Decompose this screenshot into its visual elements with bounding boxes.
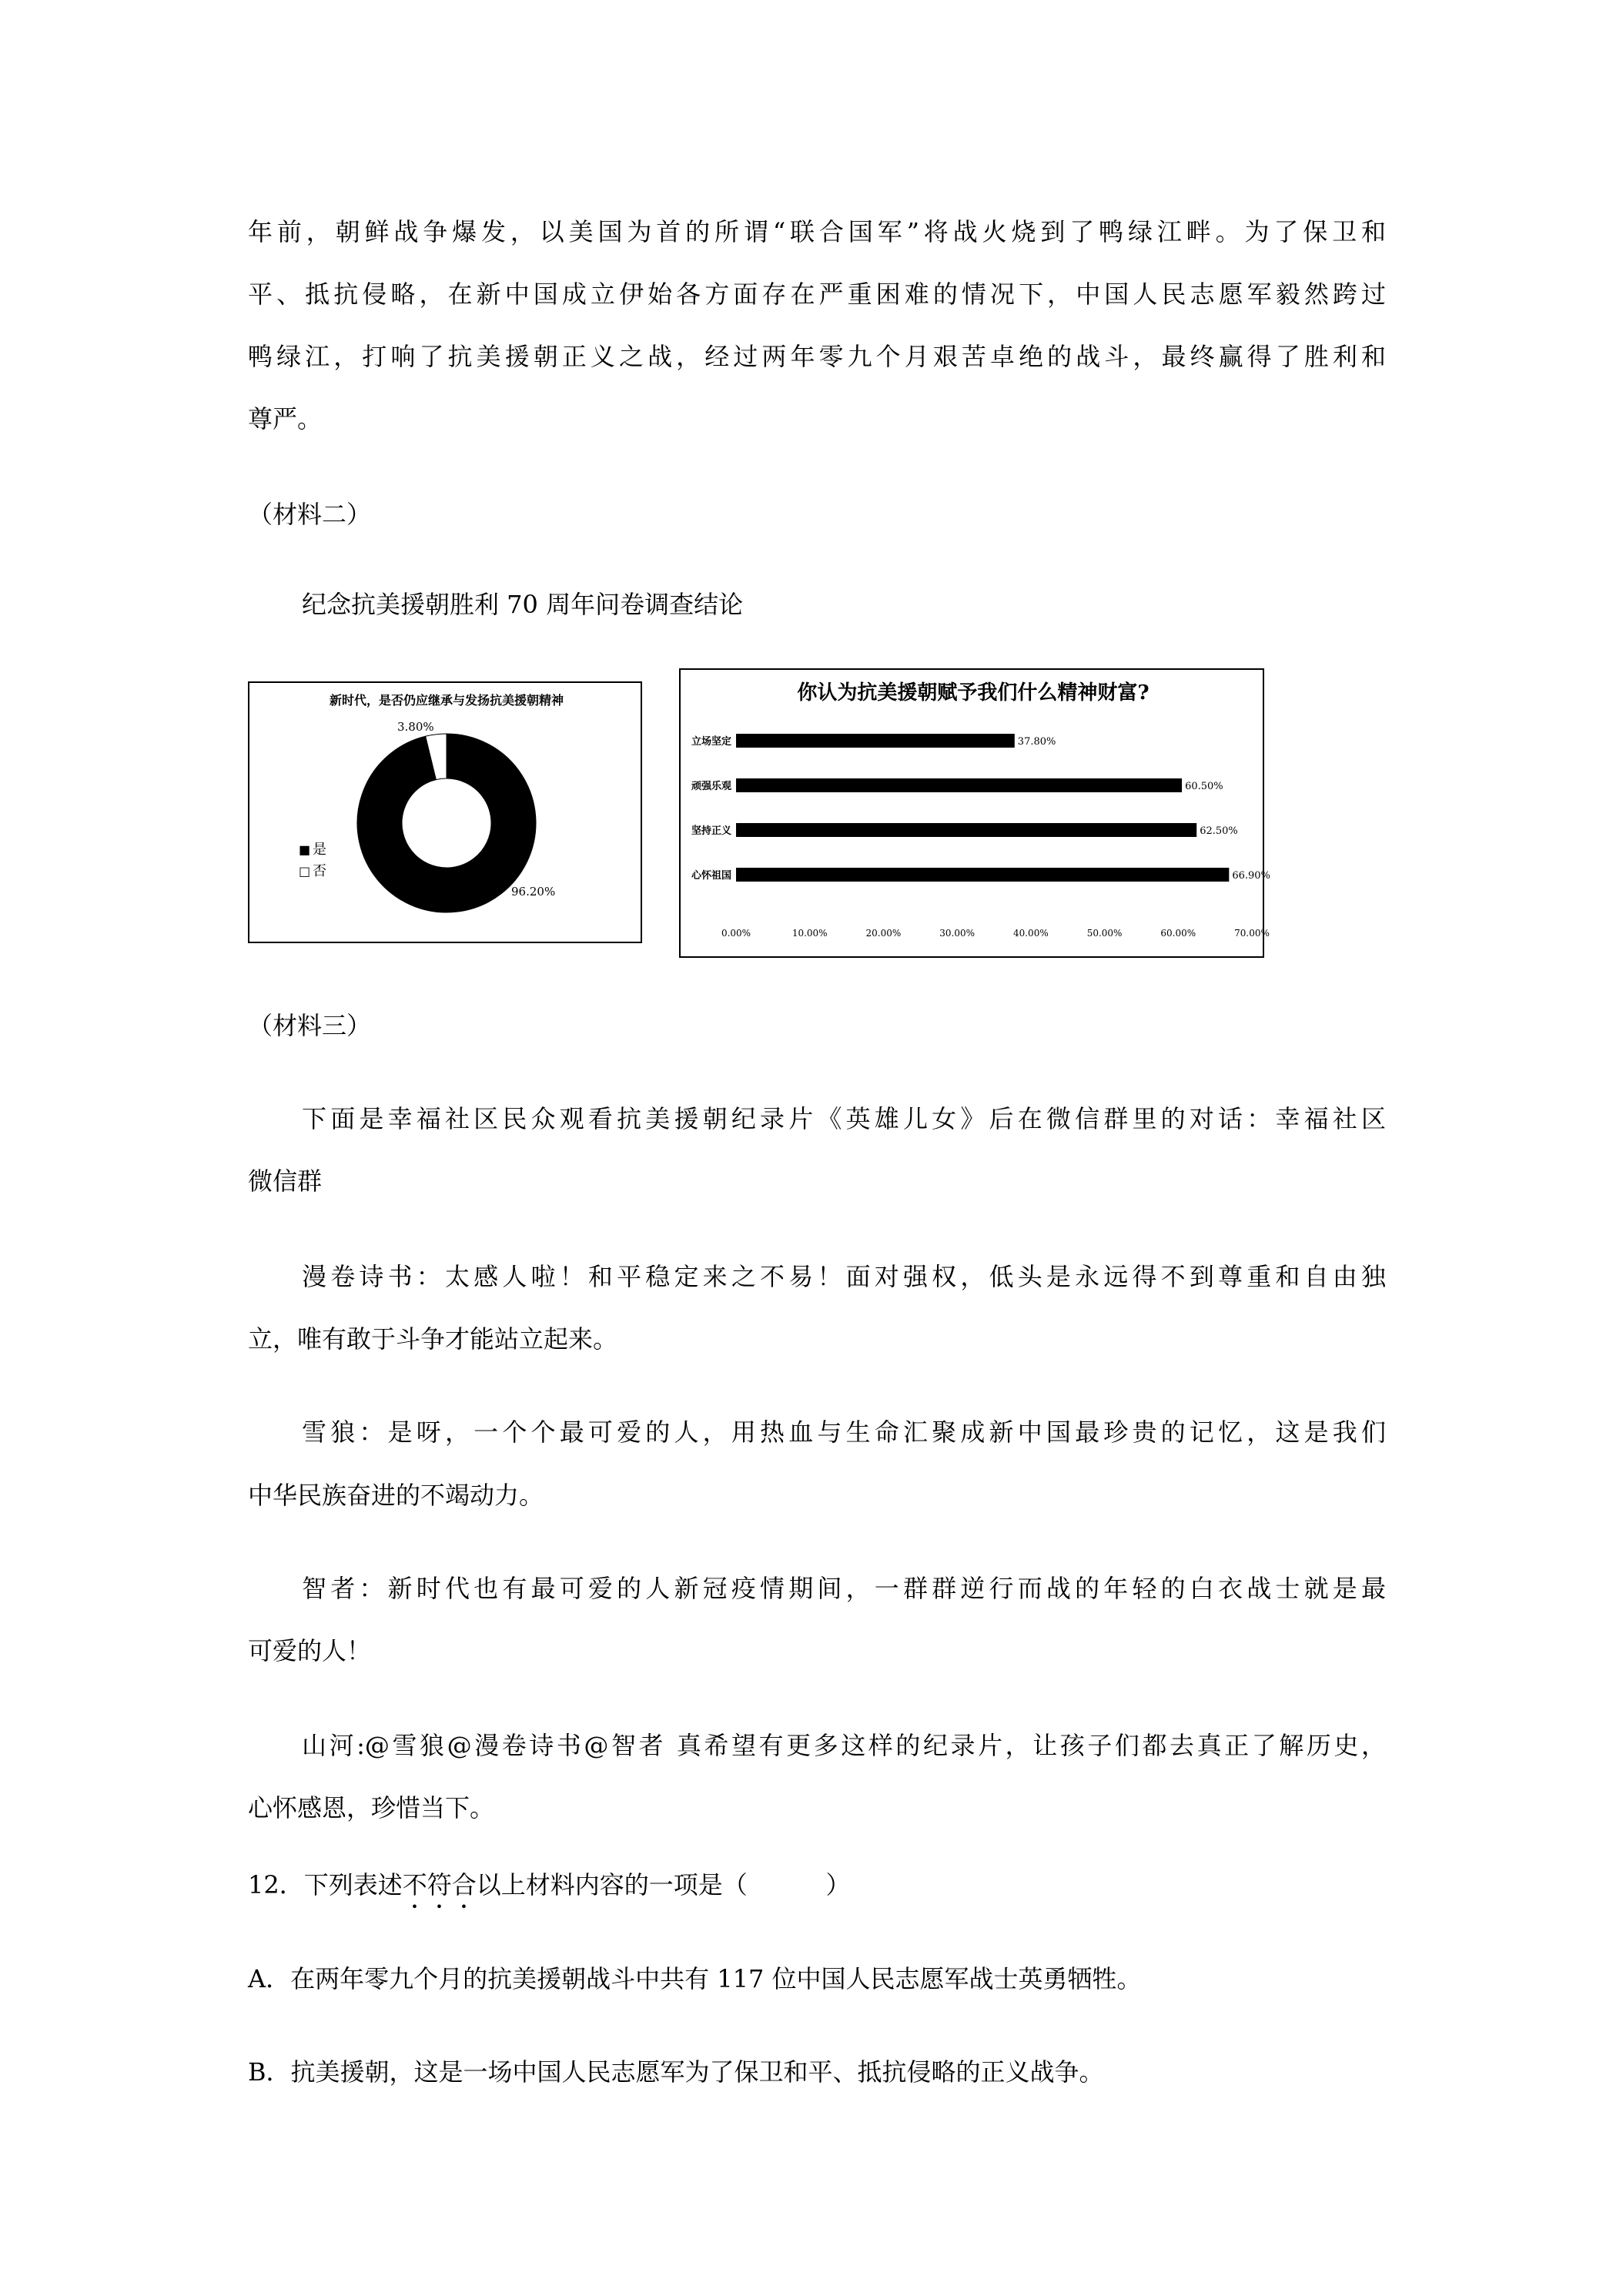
x-tick-label: 70.00% xyxy=(1234,928,1270,939)
pie-label-no: 3.80% xyxy=(397,720,434,734)
chat-line: 中华民族奋进的不竭动力。 xyxy=(248,1481,544,1510)
bar-category-label: 立场坚定 xyxy=(691,736,731,748)
question-emphasis: 不符合 xyxy=(402,1870,477,1899)
x-tick-label: 40.00% xyxy=(1012,928,1049,939)
bar-value-label: 37.80% xyxy=(1017,736,1056,748)
x-tick-label: 0.00% xyxy=(721,928,751,939)
paragraph-line: 微信群 xyxy=(248,1166,323,1196)
bar-value-label: 62.50% xyxy=(1200,825,1238,837)
material-label: （材料三） xyxy=(248,1011,372,1040)
bar-chart-svg xyxy=(681,670,1270,959)
paragraph-line: 鸭绿江，打响了抗美援朝正义之战，经过两年零九个月艰苦卓绝的战斗，最终赢得了胜利和 xyxy=(248,342,1386,371)
chat-line: 山河:@雪狼@漫卷诗书@智者 真希望有更多这样的纪录片，让孩子们都去真正了解历史， xyxy=(302,1731,1386,1760)
question-prefix: 12．下列表述 xyxy=(248,1870,403,1899)
paragraph-line: 尊严。 xyxy=(248,404,323,433)
chat-line: 心怀感恩，珍惜当下。 xyxy=(248,1793,495,1822)
bar-category-label: 心怀祖国 xyxy=(691,870,731,882)
pie-chart xyxy=(248,681,642,943)
bar xyxy=(736,778,1182,792)
bar-chart xyxy=(679,668,1270,958)
chat-line: 智者：新时代也有最可爱的人新冠疫情期间，一群群逆行而战的年轻的白衣战士就是最 xyxy=(302,1574,1386,1603)
pie-legend-yes: 是 xyxy=(313,842,326,858)
survey-heading: 纪念抗美援朝胜利 70 周年问卷调查结论 xyxy=(302,590,744,619)
x-tick-label: 10.00% xyxy=(791,928,828,939)
chat-line: 立，唯有敢于斗争才能站立起来。 xyxy=(248,1324,618,1354)
pie-slice-yes xyxy=(357,734,536,912)
pie-label-yes: 96.20% xyxy=(511,885,556,899)
material-label: （材料二） xyxy=(248,500,372,529)
bar xyxy=(736,823,1196,837)
bar-category-label: 顽强乐观 xyxy=(691,781,731,792)
bar-category-label: 坚持正义 xyxy=(691,825,731,837)
paragraph-line: 下面是幸福社区民众观看抗美援朝纪录片《英雄儿女》后在微信群里的对话：幸福社区 xyxy=(302,1104,1386,1133)
x-tick-label: 50.00% xyxy=(1086,928,1123,939)
paragraph-line: 年前，朝鲜战争爆发，以美国为首的所谓“联合国军”将战火烧到了鸭绿江畔。为了保卫和 xyxy=(248,217,1386,246)
pie-legend-marker-yes: ■ xyxy=(299,842,311,857)
option-b: B．抗美援朝，这是一场中国人民志愿军为了保卫和平、抵抗侵略的正义战争。 xyxy=(248,2057,1104,2087)
pie-legend-no: 否 xyxy=(313,863,326,879)
pie-legend-marker-no: □ xyxy=(299,864,311,879)
x-tick-label: 20.00% xyxy=(865,928,902,939)
question-stem xyxy=(248,1869,850,1914)
x-tick-label: 30.00% xyxy=(939,928,975,939)
chat-line: 漫卷诗书：太感人啦！和平稳定来之不易！面对强权，低头是永远得不到尊重和自由独 xyxy=(302,1262,1386,1291)
bar-value-label: 66.90% xyxy=(1232,870,1270,882)
option-a: A．在两年零九个月的抗美援朝战斗中共有 117 位中国人民志愿军战士英勇牺牲。 xyxy=(248,1964,1142,1993)
bar-value-label: 60.50% xyxy=(1185,781,1223,792)
chat-line: 雪狼：是呀，一个个最可爱的人，用热血与生命汇聚成新中国最珍贵的记忆，这是我们 xyxy=(302,1417,1386,1447)
bar xyxy=(736,868,1229,882)
pie-title: 新时代，是否仍应继承与发扬抗美援朝精神 xyxy=(329,693,564,708)
bar-title: 你认为抗美援朝赋予我们什么精神财富? xyxy=(797,681,1149,705)
question-suffix: 以上材料内容的一项是（ ） xyxy=(476,1870,851,1899)
pie-chart-svg xyxy=(249,683,644,945)
x-tick-label: 60.00% xyxy=(1160,928,1196,939)
paragraph-line: 平、抵抗侵略，在新中国成立伊始各方面存在严重困难的情况下，中国人民志愿军毅然跨过 xyxy=(248,279,1386,309)
chat-line: 可爱的人！ xyxy=(248,1636,372,1665)
bar xyxy=(736,734,1015,748)
